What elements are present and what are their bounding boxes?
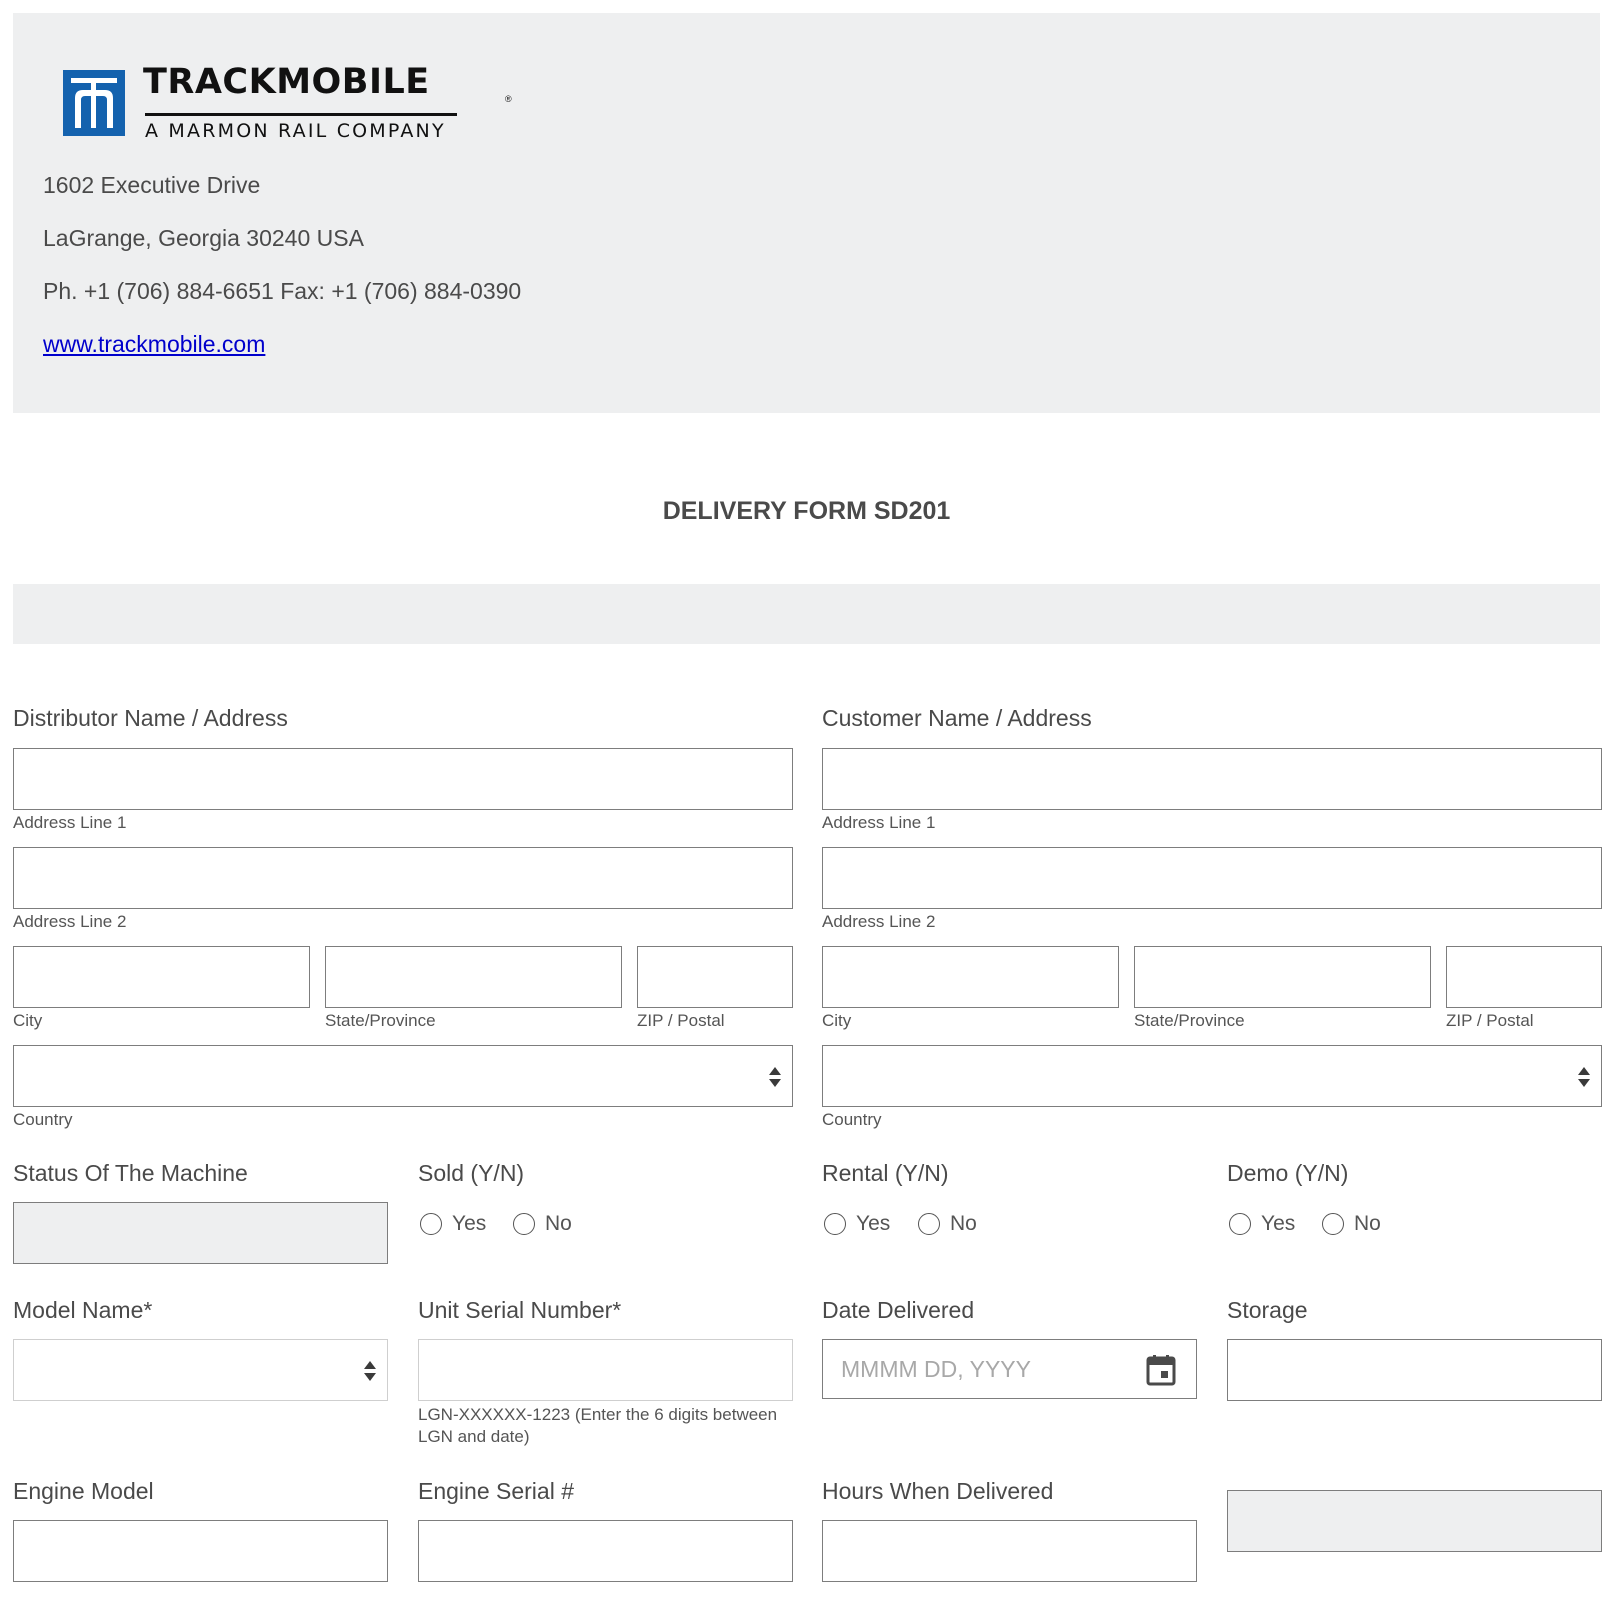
engine-model-label: Engine Model (13, 1478, 154, 1504)
customer-city-field[interactable] (823, 947, 1118, 1007)
registered-mark: ® (505, 94, 512, 104)
customer-zip-input[interactable] (1446, 946, 1602, 1008)
radio-circle-icon[interactable] (1229, 1213, 1251, 1235)
logo-wordmark: TRACKMOBILE (143, 62, 430, 102)
distributor-state-input[interactable] (325, 946, 622, 1008)
select-arrows-icon (1577, 1066, 1591, 1088)
rental-label: Rental (Y/N) (822, 1160, 949, 1186)
radio-circle-icon[interactable] (420, 1213, 442, 1235)
distributor-address-line2-input[interactable] (13, 847, 793, 909)
demo-yes-label: Yes (1261, 1212, 1296, 1235)
hours-delivered-label: Hours When Delivered (822, 1478, 1054, 1504)
customer-address-line1-field[interactable] (823, 749, 1601, 809)
model-name-select[interactable] (13, 1339, 388, 1401)
status-label: Status Of The Machine (13, 1160, 248, 1186)
radio-circle-icon[interactable] (824, 1213, 846, 1235)
distributor-state-field[interactable] (326, 947, 621, 1007)
customer-state-input[interactable] (1134, 946, 1431, 1008)
customer-label: Customer Name / Address (822, 705, 1092, 731)
storage-field[interactable] (1228, 1340, 1601, 1400)
trackmobile-logo-mark-icon (63, 70, 125, 136)
date-delivered-input[interactable] (822, 1339, 1197, 1399)
distributor-city-input[interactable] (13, 946, 310, 1008)
rental-yes-radio[interactable] (824, 1212, 890, 1236)
logo-divider (145, 113, 457, 116)
distributor-label: Distributor Name / Address (13, 705, 288, 731)
sold-yes-radio[interactable] (420, 1212, 486, 1236)
distributor-city-field[interactable] (14, 947, 309, 1007)
sold-no-radio[interactable] (513, 1212, 572, 1236)
calendar-icon[interactable] (1146, 1354, 1176, 1386)
hours-delivered-field[interactable] (823, 1521, 1196, 1581)
date-delivered-field[interactable] (823, 1340, 1196, 1398)
status-field (13, 1202, 388, 1264)
unit-serial-input[interactable] (418, 1339, 793, 1401)
logo-tagline: A MARMON RAIL COMPANY (145, 120, 446, 142)
distributor-address-line1-field[interactable] (14, 749, 792, 809)
distributor-city-caption: City (13, 1011, 43, 1030)
engine-model-input[interactable] (13, 1520, 388, 1582)
engine-model-field[interactable] (14, 1521, 387, 1581)
phone-fax: Ph. +1 (706) 884-6651 Fax: +1 (706) 884-0390 (43, 278, 522, 304)
unit-serial-field[interactable] (419, 1340, 792, 1400)
address-line-2: LaGrange, Georgia 30240 USA (43, 225, 364, 251)
engine-serial-label: Engine Serial # (418, 1478, 574, 1504)
distributor-address-line1-input[interactable] (13, 748, 793, 810)
customer-country-select[interactable] (822, 1045, 1602, 1107)
engine-serial-field[interactable] (419, 1521, 792, 1581)
customer-state-caption: State/Province (1134, 1011, 1245, 1030)
radio-circle-icon[interactable] (513, 1213, 535, 1235)
unit-serial-label: Unit Serial Number* (418, 1297, 622, 1323)
rental-yes-label: Yes (856, 1212, 891, 1235)
demo-yes-radio[interactable] (1229, 1212, 1295, 1236)
customer-address-line1-input[interactable] (822, 748, 1602, 810)
sold-label: Sold (Y/N) (418, 1160, 525, 1186)
customer-city-caption: City (822, 1011, 852, 1030)
distributor-address-line2-field[interactable] (14, 848, 792, 908)
storage-input[interactable] (1227, 1339, 1602, 1401)
distributor-address-line2-caption: Address Line 2 (13, 912, 127, 931)
select-arrows-icon (363, 1360, 377, 1382)
engine-serial-input[interactable] (418, 1520, 793, 1582)
customer-state-field[interactable] (1135, 947, 1430, 1007)
storage-label: Storage (1227, 1297, 1308, 1323)
customer-address-line1-caption: Address Line 1 (822, 813, 936, 832)
date-delivered-label: Date Delivered (822, 1297, 975, 1323)
address-line-1: 1602 Executive Drive (43, 172, 261, 198)
customer-address-line2-caption: Address Line 2 (822, 912, 936, 931)
model-name-label: Model Name* (13, 1297, 153, 1323)
distributor-zip-input[interactable] (637, 946, 793, 1008)
distributor-country-caption: Country (13, 1110, 73, 1129)
customer-city-input[interactable] (822, 946, 1119, 1008)
readonly-field (1227, 1490, 1602, 1552)
radio-circle-icon[interactable] (1322, 1213, 1344, 1235)
distributor-zip-field[interactable] (638, 947, 792, 1007)
section-band (13, 584, 1600, 644)
demo-no-label: No (1354, 1212, 1381, 1235)
form-title: DELIVERY FORM SD201 (662, 497, 951, 525)
customer-address-line2-input[interactable] (822, 847, 1602, 909)
rental-no-radio[interactable] (918, 1212, 977, 1236)
rental-no-label: No (950, 1212, 977, 1235)
customer-zip-field[interactable] (1447, 947, 1601, 1007)
sold-yes-label: Yes (452, 1212, 487, 1235)
customer-zip-caption: ZIP / Postal (1446, 1011, 1534, 1030)
customer-address-line2-field[interactable] (823, 848, 1601, 908)
distributor-state-caption: State/Province (325, 1011, 436, 1030)
trackmobile-logo (50, 56, 512, 144)
distributor-country-select[interactable] (13, 1045, 793, 1107)
demo-label: Demo (Y/N) (1227, 1160, 1349, 1186)
radio-circle-icon[interactable] (918, 1213, 940, 1235)
customer-country-caption: Country (822, 1110, 882, 1129)
select-arrows-icon (768, 1066, 782, 1088)
distributor-zip-caption: ZIP / Postal (637, 1011, 725, 1030)
hours-delivered-input[interactable] (822, 1520, 1197, 1582)
distributor-address-line1-caption: Address Line 1 (13, 813, 127, 832)
website-link[interactable]: www.trackmobile.com (43, 331, 266, 357)
unit-serial-hint: LGN-XXXXXX-1223 (Enter the 6 digits between LGN and date) (418, 1405, 778, 1446)
sold-no-label: No (545, 1212, 572, 1235)
demo-no-radio[interactable] (1322, 1212, 1381, 1236)
